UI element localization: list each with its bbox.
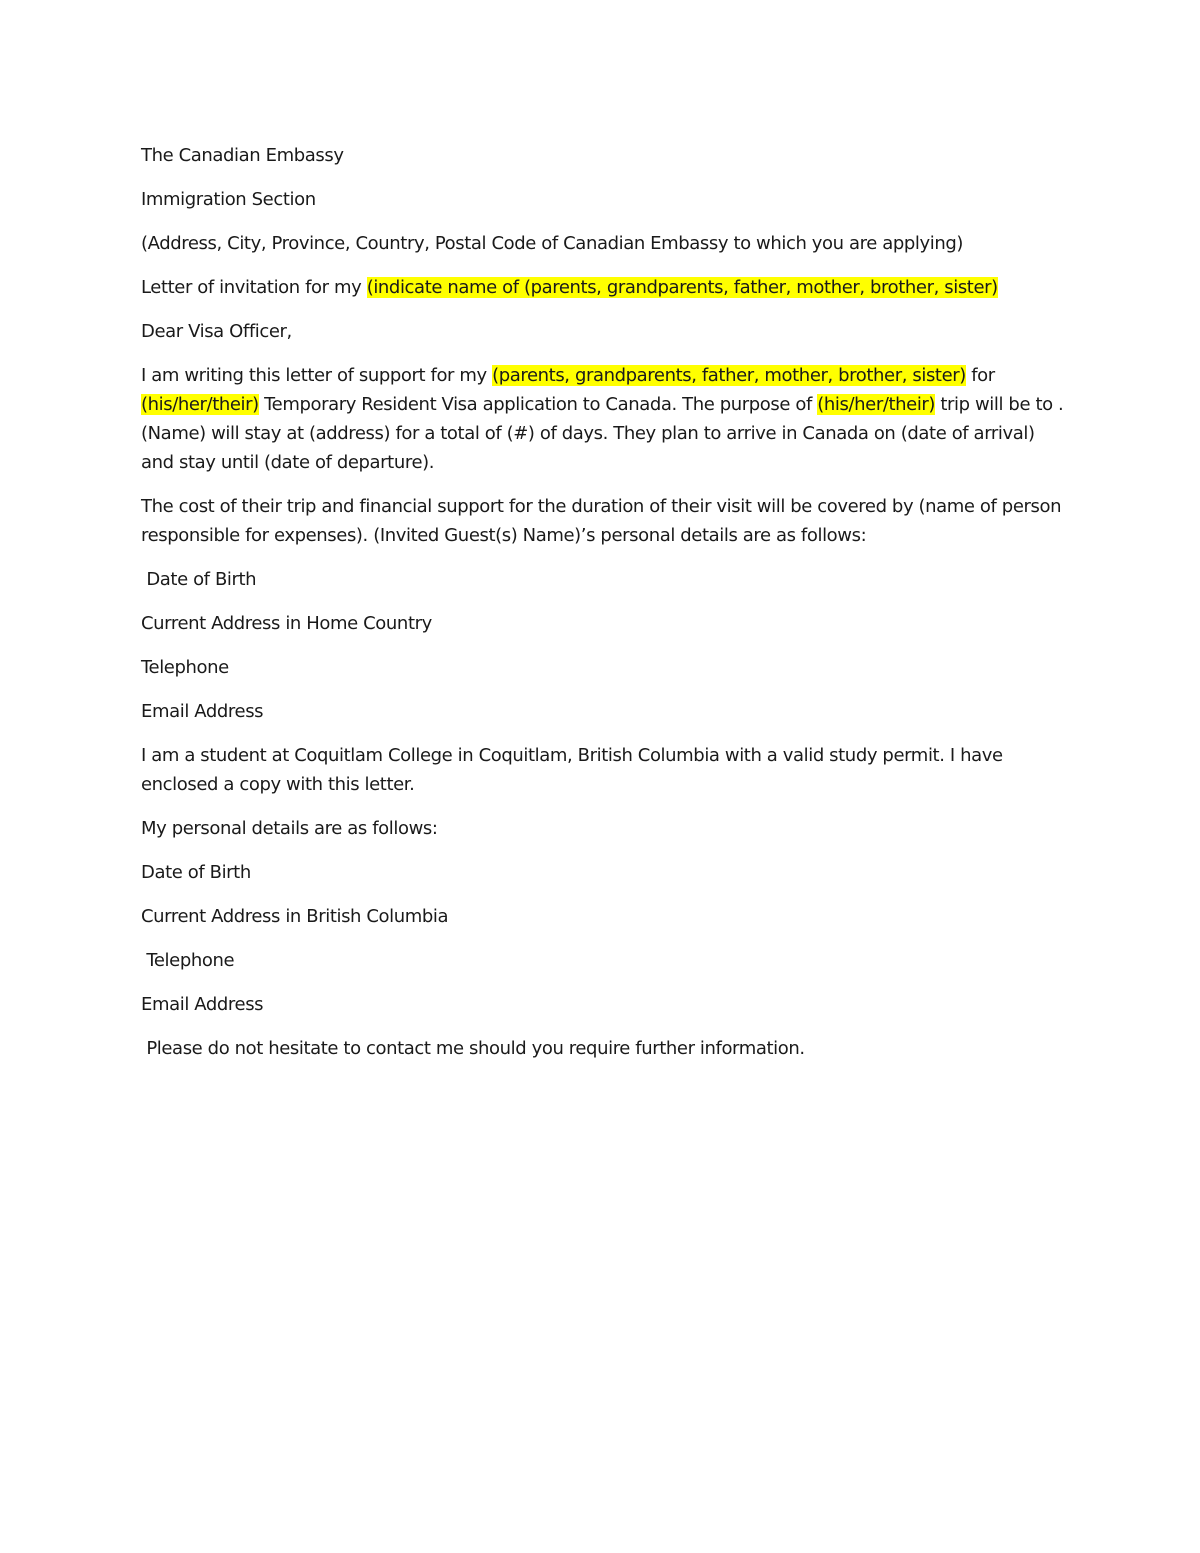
my-details-intro: My personal details are as follows: (141, 818, 438, 839)
recipient-name: The Canadian Embassy (141, 145, 344, 166)
guest-phone-line: Telephone (141, 657, 229, 678)
support-text-3: Temporary Resident Visa application to Canada. The purpose of (258, 394, 818, 415)
student-paragraph: I am a student at Coquitlam College in Coquitlam, British Columbia with a valid study permit. I have enclosed a copy with this letter. (141, 745, 1003, 795)
salutation: Dear Visa Officer, (141, 321, 292, 342)
my-phone-label: Telephone (146, 950, 235, 971)
guest-address-line: Current Address in Home Country (141, 613, 432, 634)
support-text-4: trip will be to . (Name) will stay at (address) for a total of (#) of days. They plan to arrive in Canada on (date of arrival) and stay until (date of departure). (141, 394, 1064, 473)
support-highlight-pronoun-2: (his/her/their) (817, 394, 936, 415)
guest-dob-line (141, 565, 1071, 594)
support-highlight-relation: (parents, grandparents, father, mother, brother, sister) (492, 365, 966, 386)
support-text-2: for (965, 365, 995, 386)
my-email-line: Email Address (141, 994, 264, 1015)
subject-line (141, 273, 1071, 302)
cost-paragraph: The cost of their trip and financial support for the duration of their visit will be covered by (name of person responsible for expenses). (Invited Guest(s) Name)’s personal details are as follows: (141, 496, 1062, 546)
subject-highlight: (indicate name of (parents, grandparents, father, mother, brother, sister) (366, 277, 998, 298)
recipient-address: (Address, City, Province, Country, Postal Code of Canadian Embassy to which you are applying) (141, 233, 964, 254)
guest-email-line: Email Address (141, 701, 264, 722)
support-text-1: I am writing this letter of support for my (141, 365, 493, 386)
subject-prefix: Letter of invitation for my (141, 277, 367, 298)
support-highlight-pronoun-1: (his/her/their) (141, 394, 259, 415)
closing-line (141, 1034, 1071, 1063)
recipient-section: Immigration Section (141, 189, 316, 210)
my-dob-line: Date of Birth (141, 862, 251, 883)
closing-text: Please do not hesitate to contact me should you require further information. (146, 1038, 805, 1059)
letter-body (141, 141, 1071, 1078)
guest-dob-label: Date of Birth (146, 569, 257, 590)
my-phone-line (141, 946, 1071, 975)
my-address-line: Current Address in British Columbia (141, 906, 449, 927)
support-paragraph (141, 361, 1071, 477)
